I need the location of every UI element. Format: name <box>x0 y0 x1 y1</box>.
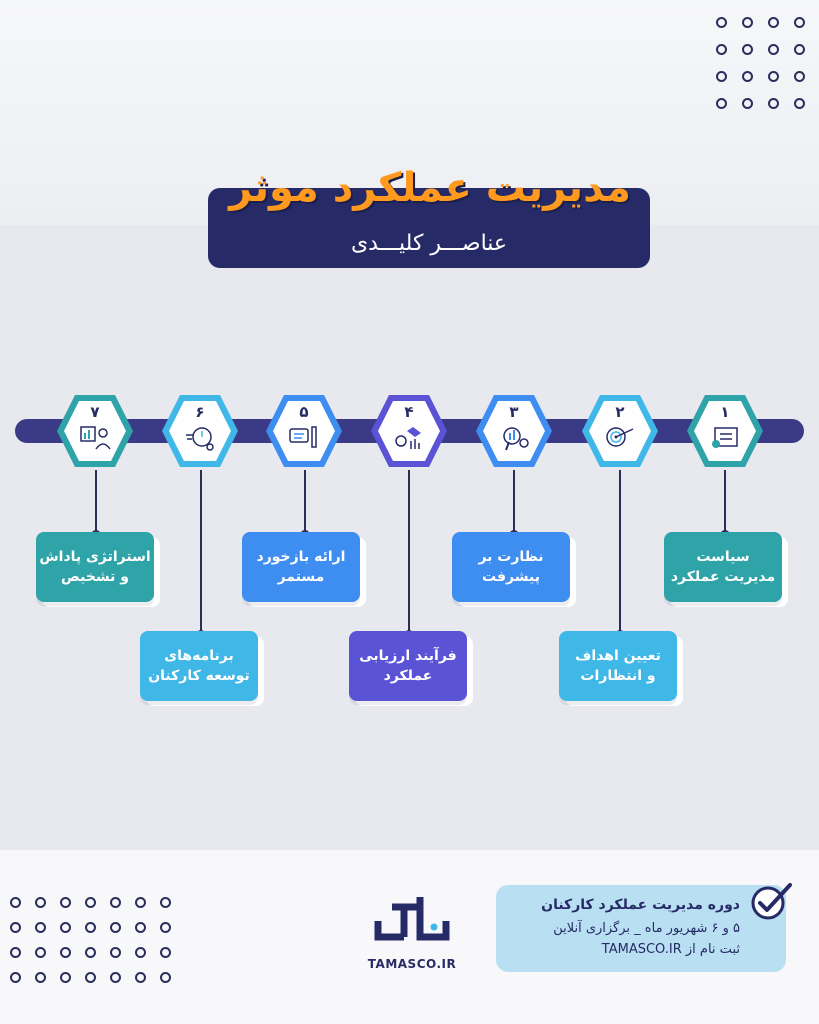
step-card-2 <box>559 631 677 701</box>
step-label-line1: ارائه بازخورد <box>256 549 346 565</box>
policy-document-icon <box>709 425 741 451</box>
decor-dots-bottom-left <box>10 897 171 983</box>
step-card-4 <box>349 631 467 701</box>
step-card-5 <box>242 532 360 602</box>
step-label-line2: عملکرد <box>383 668 433 684</box>
course-title: دوره مدیریت عملکرد کارکنان <box>541 897 740 913</box>
step-number: ۷ <box>90 403 100 421</box>
step-hex-6 <box>160 391 240 471</box>
connector-line <box>304 470 306 536</box>
course-register[interactable]: ثبت نام از TAMASCO.IR <box>601 942 740 957</box>
step-label-line2: و انتظارات <box>580 668 656 684</box>
step-hex-3 <box>474 391 554 471</box>
step-card-1 <box>664 532 782 602</box>
step-hex-1 <box>685 391 765 471</box>
course-dates: ۵ و ۶ شهریور ماه _ برگزاری آنلاین <box>553 921 740 936</box>
target-icon <box>604 425 636 451</box>
step-label-line1: فرآیند ارزیابی <box>359 648 457 664</box>
step-card-3 <box>452 532 570 602</box>
step-number: ۲ <box>615 403 625 421</box>
evaluation-handshake-icon <box>393 425 425 451</box>
connector-line <box>619 470 621 636</box>
connector-line <box>724 470 726 536</box>
step-label-line1: نظارت بر <box>478 549 544 565</box>
step-number: ۳ <box>509 403 519 421</box>
step-hex-4 <box>369 391 449 471</box>
reward-presentation-icon <box>79 425 111 451</box>
connector-line <box>95 470 97 536</box>
feedback-icon <box>288 425 320 451</box>
page-subtitle: عناصـــر کلیـــدی <box>350 231 508 256</box>
connector-line <box>513 470 515 536</box>
step-card-7 <box>36 532 154 602</box>
logo-text: TAMASCO.IR <box>367 957 457 971</box>
step-hex-7 <box>55 391 135 471</box>
step-label-line1: تعیین اهداف <box>575 648 661 664</box>
step-number: ۶ <box>195 403 205 421</box>
step-label-line2: مستمر <box>277 569 325 585</box>
page-title: مدیریت عملکرد موثر <box>229 165 631 211</box>
step-hex-5 <box>264 391 344 471</box>
decor-dots-top-right <box>716 17 805 109</box>
step-label-line1: استراتژی پاداش <box>39 549 151 565</box>
stopwatch-gear-icon <box>184 425 216 451</box>
step-hex-2 <box>580 391 660 471</box>
step-number: ۴ <box>404 403 414 421</box>
tamasco-logo <box>374 893 450 943</box>
connector-line <box>408 470 410 636</box>
step-label-line1: سیاست <box>696 549 750 565</box>
step-label-line1: برنامه‌های <box>164 648 234 664</box>
step-card-6 <box>140 631 258 701</box>
connector-line <box>200 470 202 636</box>
step-label-line2: و تشخیص <box>61 569 129 585</box>
step-number: ۱ <box>720 403 730 421</box>
checkmark-circle-icon <box>748 881 796 921</box>
analytics-magnifier-icon <box>498 425 530 451</box>
step-number: ۵ <box>299 403 309 421</box>
step-label-line2: مدیریت عملکرد <box>670 569 776 585</box>
step-label-line2: پیشرفت <box>482 569 540 585</box>
step-label-line2: توسعه کارکنان <box>148 668 250 684</box>
